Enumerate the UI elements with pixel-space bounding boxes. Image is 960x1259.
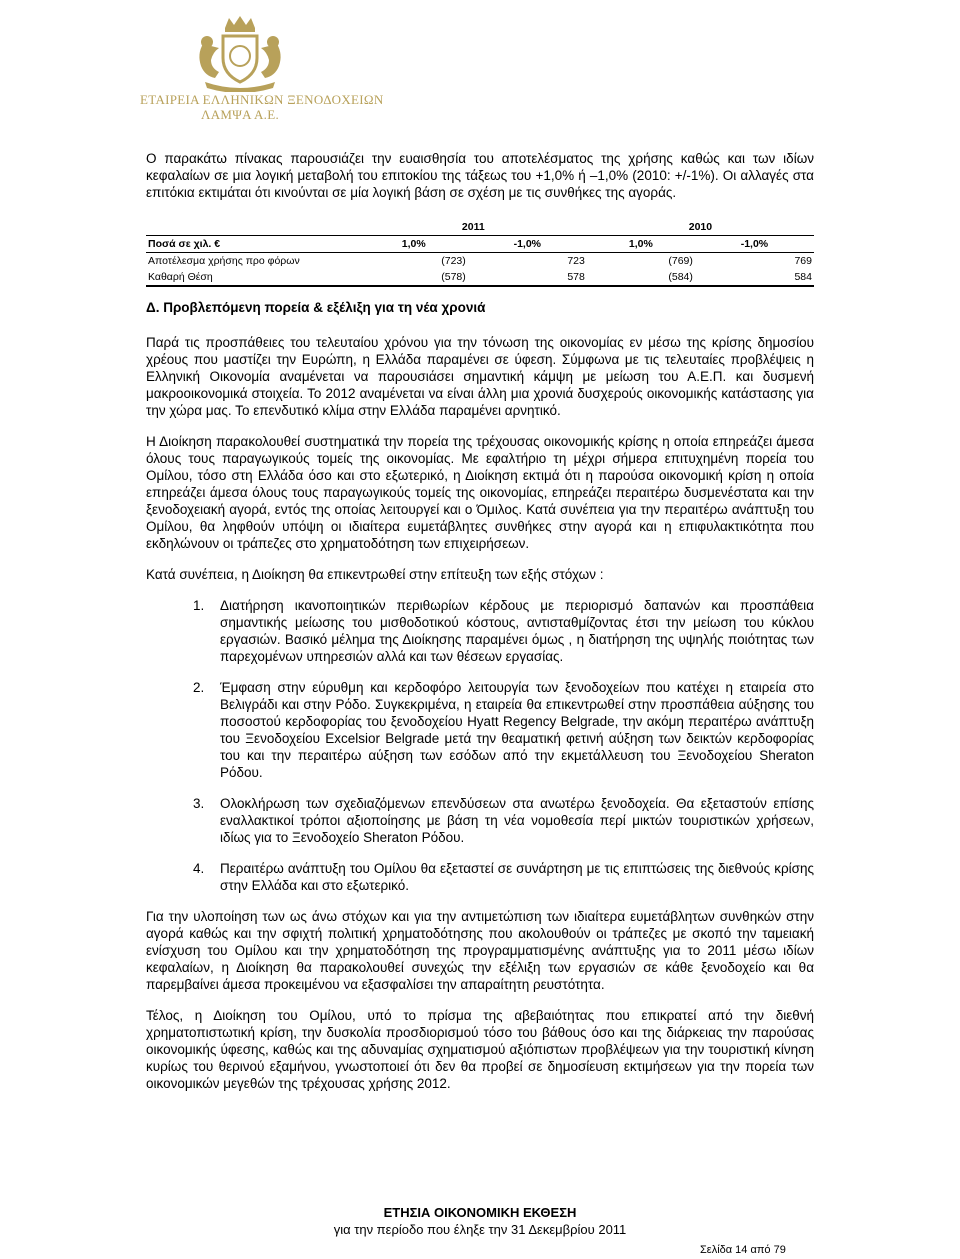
list-item: 1. Διατήρηση ικανοποιητικών περιθωρίων κέρδους με περιορισμό δαπανών και προσπάθεια σημαντικής μείωσης του μισθοδοτικού κόστους, αντισταθμίζοντας έτσι την μείωση του κύκλου εργασιών. Βασικό μέλημα της Διοίκησης παραμένει όμως , η διατήρηση της υψηλής ποιότητας των παρεχομένων υπηρεσιών αλλά και των θέσεων εργασίας.	[208, 597, 814, 665]
table-cell: (584)	[587, 269, 695, 286]
table-cell: (578)	[360, 269, 468, 286]
table-cell: Καθαρή Θέση	[146, 269, 360, 286]
intro-paragraph: Ο παρακάτω πίνακας παρουσιάζει την ευαισθησία του αποτελέσματος της χρήσης καθώς και των ιδίων κεφαλαίων σε μια λογική μεταβολή του επιτοκίου της τάξεως του +1,0% ή –1,0% (2010: +/-1%). Οι αλλαγές στα επιτόκια εκτιμάται ότι κινούνται σε μία λογική βάση σε σχέση με τις συνθήκες της αγοράς.	[146, 151, 814, 200]
goals-intro-paragraph: Κατά συνέπεια, η Διοίκηση θα επικεντρωθεί στην επίτευξη των εξής στόχων :	[146, 567, 604, 582]
table-year-row	[146, 219, 814, 236]
table-header-row	[146, 236, 814, 253]
table-cell: 723	[567, 255, 585, 267]
company-logo	[140, 14, 384, 126]
table-cell: 578	[468, 269, 587, 286]
sensitivity-table	[146, 219, 814, 287]
table-cell: (769)	[668, 255, 693, 267]
page-footer	[0, 1204, 960, 1238]
outlook-paragraph: Παρά τις προσπάθειες του τελευταίου χρόνου για την τόνωση της οικονομίας εν μέσω της κρίσης δημοσίου χρέους που μαστίζει την Ευρώπη, η Ελλάδα παραμένει σε ύφεση. Σύμφωνα με τις τελευταίες προβλέψεις η Ελληνική Οικονομία αναμένεται να παρουσιάσει σημαντική κάμψη με μείωση του Α.Ε.Π. και δυσμενή μακροοικονομικά στοιχεία. Το 2012 αναμένεται να είναι άλλη μια χρονιά δυσχερούς οικονομικής κατάστασης για την χώρα μας. Το επενδυτικό κλίμα στην Ελλάδα παραμένει αρνητικό.	[146, 335, 814, 418]
table-cell: Αποτέλεσμα χρήσης προ φόρων	[148, 255, 300, 267]
table-row	[146, 253, 814, 270]
table-header-cell: 1,0%	[587, 236, 695, 253]
logo-company-suffix: ΛΑΜΨΑ Α.Ε.	[201, 107, 279, 122]
crest-emblem-icon	[185, 14, 295, 92]
logo-company-name: ΕΤΑΙΡΕΙΑ ΕΛΛΗΝΙΚΩΝ ΞΕΝΟΔΟΧΕΙΩΝ	[140, 92, 384, 107]
table-header-cell: Ποσά σε χιλ. €	[146, 236, 360, 253]
management-paragraph: Η Διοίκηση παρακολουθεί συστηματικά την πορεία της τρέχουσας οικονομικής κρίσης η οποία επηρεάζει άμεσα όλους τους παραγωγικούς τομείς της οικονομίας. Με εφαλτήριο τη μέχρι σήμερα επιτυχημένη πορεία του Ομίλου, τόσο στη Ελλάδα όσο και στο εξωτερικό, η Διοίκηση εκτιμά ότι η παρούσα οικονομική κρίση η οποία επηρεάζει άμεσα όλους τους παραγωγικούς τομείς της οικονομίας, επηρεάζει περαιτέρω δυσμενέστατα και την ξενοδοχειακή αγορά, εντός της οποίας λειτουργεί και ο Όμιλος. Κατά συνέπεια για την περαιτέρω ανάπτυξη του Ομίλου, θα ληφθούν υπόψη οι ιδιαίτερα ευμετάβλητες συνθήκες στην αγορά και η επιφυλακτικότητα που εκδηλώνουν οι τράπεζες στο χρηματοδότηση των επιχειρήσεων.	[146, 434, 814, 551]
list-item: 4. Περαιτέρω ανάπτυξη του Ομίλου θα εξεταστεί σε συνάρτηση με τις επιπτώσεις της διεθνούς κρίσης στην Ελλάδα και στο εξωτερικό.	[208, 860, 814, 894]
footer-period: για την περίοδο που έληξε την 31 Δεκεμβρίου 2011	[333, 1222, 627, 1237]
goals-list	[146, 597, 814, 894]
section-title: Δ. Προβλεπόμενη πορεία & εξέλιξη για τη νέα χρονιά	[146, 300, 486, 315]
table-cell: (723)	[441, 255, 466, 267]
list-item: 2. Έμφαση στην εύρυθμη και κερδοφόρο λειτουργία των ξενοδοχείων που κατέχει η εταιρεία στο Βελιγράδι και στην Ρόδο. Συγκεκριμένα, η εταιρεία θα επικεντρωθεί στην προσπάθεια αύξησης του ποσοστού κερδοφορίας του ξενοδοχείου Hyatt Regency Belgrade, την ακόμη περαιτέρω ανάπτυξη του Ξενοδοχείου Excelsior Belgrade μετά την θεαματική φετινή αύξηση των δεικτών κερδοφορίας του και την περαιτέρω αύξηση των εσόδων από την εκμετάλλευση του Ξενοδοχείου Sheraton Ρόδου.	[208, 679, 814, 781]
list-item: 3. Ολοκλήρωση των σχεδιαζόμενων επενδύσεων στα ανωτέρω ξενοδοχεία. Θα εξεταστούν επίσης εναλλακτικοί τρόποι αξιοποίησης με βάση τη νέα νομοθεσία περί μικτών τουριστικών χρήσεων, ιδίως για το Ξενοδοχείο Sheraton Ρόδου.	[208, 795, 814, 846]
table-cell: 769	[794, 255, 812, 267]
table-header-cell: 1,0%	[360, 236, 468, 253]
table-year-2011: 2011	[360, 219, 587, 236]
closing-paragraph: Τέλος, η Διοίκηση του Ομίλου, υπό το πρίσμα της αβεβαιότητας που επικρατεί από την διεθνή χρηματοπιστωτική κρίση, την δυσκολία προσδιορισμού τόσο του βάθους όσο και της διάρκειας την παρούσας οικονομικής ύφεσης, καθώς και της αδυναμίας σχηματισμού αξιόπιστων προβλέψεων για την τουριστική κίνηση κυρίως του θερινού εξαμήνου, γνωστοποιεί ότι δεν θα προβεί σε δημοσίευση εκτιμήσεων για την πορεία των οικονομικών μεγεθών της τρέχουσας χρήσης 2012.	[146, 1008, 814, 1091]
footer-title: ΕΤΗΣΙΑ ΟΙΚΟΝΟΜΙΚΗ ΕΚΘΕΣΗ	[383, 1205, 577, 1220]
table-header-cell: -1,0%	[468, 236, 587, 253]
page-number: Σελίδα 14 από 79	[700, 1244, 786, 1256]
table-year-2010: 2010	[587, 219, 814, 236]
page-content	[146, 150, 814, 1092]
table-cell: 584	[695, 269, 814, 286]
table-header-cell: -1,0%	[695, 236, 814, 253]
closing-paragraph: Για την υλοποίηση των ως άνω στόχων και για την αντιμετώπιση των ιδιαίτερα ευμετάβλητων συνθηκών στην αγορά καθώς και την σφιχτή πολιτική χρηματοδότησης που ακολουθούν οι τράπεζες με σκοπό την ταμειακή ενίσχυση του Ομίλου και την χρηματοδότηση της προγραμματισμένης ανάπτυξης για το 2011 μέσω ιδίων κεφαλαίων, η Διοίκηση θα παρακολουθεί συνεχώς την εξέλιξη των εργασιών σε κάθε ξενοδοχείο και θα παρεμβαίνει άμεσα προκειμένου να εξασφαλίσει την απαραίτητη ρευστότητα.	[146, 909, 814, 992]
table-row	[146, 269, 814, 286]
